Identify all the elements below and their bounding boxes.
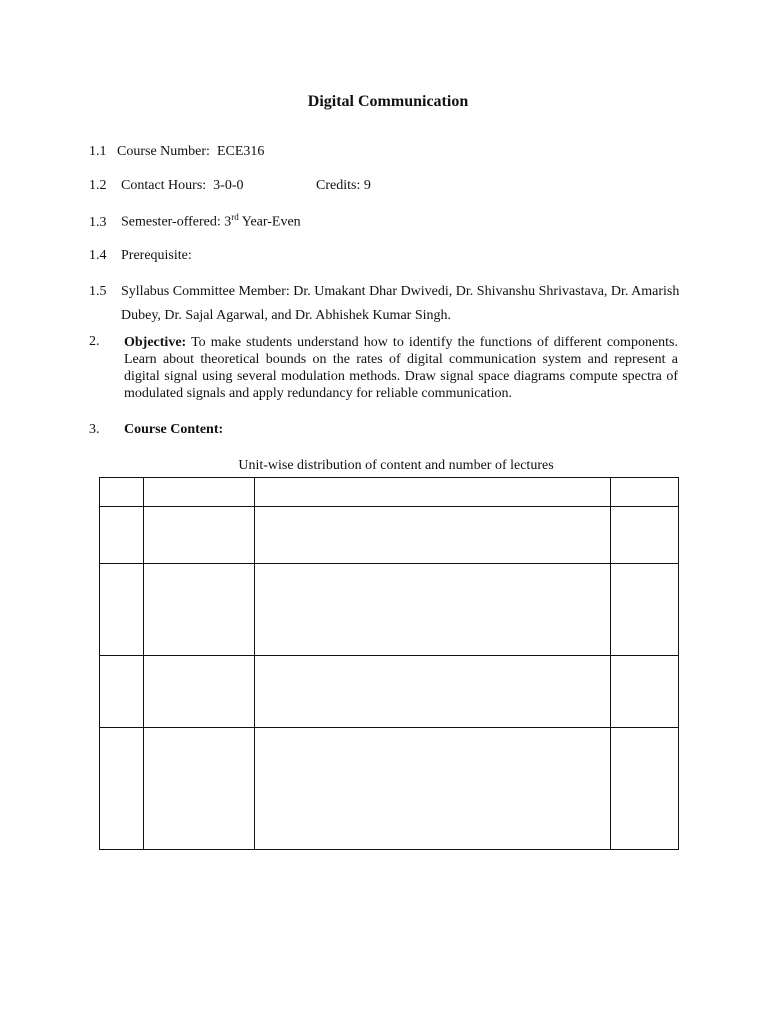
table-cell	[144, 564, 255, 656]
table-row	[100, 728, 679, 850]
table-cell	[144, 656, 255, 728]
committee-text-1: Syllabus Committee Member: Dr. Umakant Dhar Dwivedi, Dr. Shivanshu Shrivastava, Dr. Amarish	[121, 284, 680, 299]
page-title: Digital Communication	[307, 93, 469, 110]
table-cell	[100, 478, 144, 507]
contact-hours-label: Contact Hours:	[121, 178, 207, 193]
table-cell	[611, 564, 679, 656]
semester-year: 3	[224, 214, 232, 230]
committee-line-2: Dubey, Dr. Sajal Agarwal, and Dr. Abhishek Kumar Singh.	[121, 308, 451, 323]
course-content-heading: Course Content:	[124, 422, 224, 437]
table-cell	[100, 564, 144, 656]
item-number: 1.1	[89, 144, 107, 159]
table-cell	[100, 728, 144, 850]
table-cell	[611, 507, 679, 564]
table-cell	[611, 728, 679, 850]
table-row	[100, 656, 679, 728]
table-cell	[611, 656, 679, 728]
table-caption: Unit-wise distribution of content and number of lectures	[238, 458, 554, 473]
table-row	[100, 478, 679, 507]
contact-hours-line	[89, 178, 243, 194]
item-number: 1.2	[89, 178, 107, 193]
unit-wise-table	[99, 477, 679, 850]
committee-line-1	[89, 284, 679, 300]
table-cell	[255, 478, 611, 507]
item-number: 1.4	[89, 248, 107, 263]
objective-label: Objective:	[124, 335, 187, 350]
semester-label: Semester-offered:	[121, 214, 221, 230]
table-cell	[100, 507, 144, 564]
objective-number: 2.	[89, 334, 100, 349]
course-number-value: ECE316	[216, 144, 265, 159]
semester-line	[89, 212, 301, 231]
table-row	[100, 564, 679, 656]
contact-hours-value: 3-0-0	[213, 178, 244, 193]
course-content-number: 3.	[89, 422, 100, 437]
table-cell	[144, 728, 255, 850]
item-number: 1.5	[89, 284, 107, 299]
credits-value: Credits: 9	[316, 178, 371, 193]
table-cell	[255, 728, 611, 850]
table-cell	[144, 478, 255, 507]
objective-text: To make students understand how to identify the functions of different components. Learn about theoretical bounds on the rates of digital communication system and represent a digital signal using several modulation methods. Draw signal space diagrams compute spectra of modulated signals and apply redundancy for reliable communication.	[124, 335, 678, 401]
table-row	[100, 507, 679, 564]
table-cell	[144, 507, 255, 564]
objective-paragraph	[124, 334, 678, 402]
prerequisite-label: Prerequisite:	[121, 248, 192, 263]
course-number-line	[89, 144, 264, 160]
item-number: 1.3	[89, 214, 107, 230]
prerequisite-line	[89, 248, 192, 264]
table-cell	[100, 656, 144, 728]
table-cell	[255, 656, 611, 728]
table-cell	[611, 478, 679, 507]
table-cell	[255, 507, 611, 564]
semester-value: Year-Even	[241, 214, 301, 230]
semester-year-suffix: rd	[231, 212, 239, 222]
course-number-label: Course Number:	[117, 144, 210, 159]
table-cell	[255, 564, 611, 656]
